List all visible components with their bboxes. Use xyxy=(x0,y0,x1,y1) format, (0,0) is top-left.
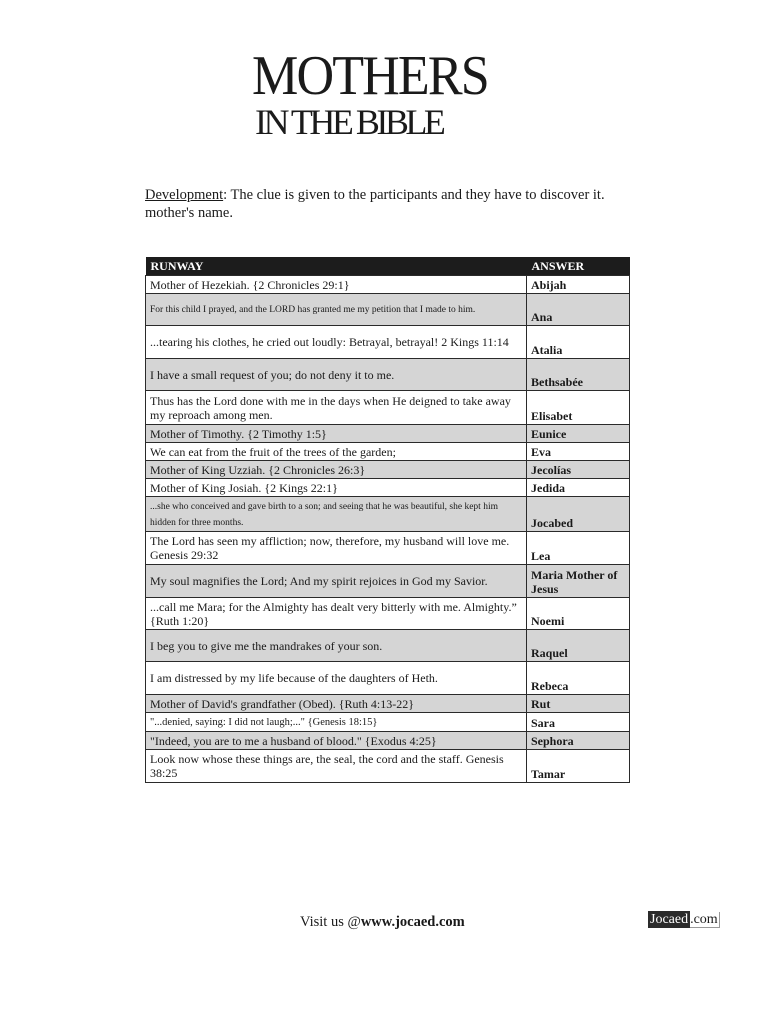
answer-cell: Jocabed xyxy=(527,497,630,532)
clue-cell: Mother of King Uzziah. {2 Chronicles 26:3} xyxy=(146,461,527,479)
table-row xyxy=(146,391,630,425)
answer-cell: Abijah xyxy=(527,276,630,294)
table-row xyxy=(146,461,630,479)
table-row xyxy=(146,294,630,326)
clue-cell: The Lord has seen my affliction; now, therefore, my husband will love me. Genesis 29:32 xyxy=(146,532,527,565)
footer-visit xyxy=(300,914,465,931)
table-row xyxy=(146,695,630,713)
table-row xyxy=(146,326,630,359)
answer-cell: Jedida xyxy=(527,479,630,497)
table-row xyxy=(146,598,630,630)
table-row xyxy=(146,359,630,391)
answer-cell: Eunice xyxy=(527,425,630,443)
table-row xyxy=(146,732,630,750)
answer-cell: Maria Mother of Jesus xyxy=(527,565,630,598)
clue-cell xyxy=(146,713,527,732)
table-row xyxy=(146,497,630,532)
table-row xyxy=(146,662,630,695)
clue-text: "...denied, saying: I did not laugh;..." {Genesis 18:15} xyxy=(150,717,378,728)
answer-cell: Sephora xyxy=(527,732,630,750)
page-subtitle: IN THE BIBLE xyxy=(255,102,443,142)
answer-cell: Sara xyxy=(527,713,630,732)
jocaed-logo xyxy=(648,912,720,928)
table-row xyxy=(146,425,630,443)
clue-cell: Look now whose these things are, the seal, the cord and the staff. Genesis 38:25 xyxy=(146,750,527,783)
answer-cell: Elisabet xyxy=(527,391,630,425)
clue-cell xyxy=(146,497,527,532)
development-text: : The clue is given to the participants and they have to discover it. mother's name. xyxy=(145,187,605,221)
clue-cell: I am distressed by my life because of the daughters of Heth. xyxy=(146,662,527,695)
table-row xyxy=(146,532,630,565)
clues-table xyxy=(145,257,630,783)
table-row xyxy=(146,713,630,732)
answer-cell: Noemi xyxy=(527,598,630,630)
table-row xyxy=(146,750,630,783)
answer-cell: Tamar xyxy=(527,750,630,783)
page-title: MOTHERS xyxy=(252,45,488,107)
logo-suffix: .com xyxy=(690,912,718,927)
footer-site-link[interactable]: www.jocaed.com xyxy=(360,914,465,930)
clue-cell: ...call me Mara; for the Almighty has dealt very bitterly with me. Almighty.” {Ruth 1:20} xyxy=(146,598,527,630)
development-paragraph xyxy=(145,186,625,222)
clue-cell: ...tearing his clothes, he cried out loudly: Betrayal, betrayal! 2 Kings 11:14 xyxy=(146,326,527,359)
answer-cell: Rut xyxy=(527,695,630,713)
footer-prefix: Visit us @ xyxy=(300,914,361,930)
logo-box-text: Jocaed xyxy=(650,912,689,927)
answer-cell: Raquel xyxy=(527,630,630,662)
table-row xyxy=(146,565,630,598)
clue-text: ...she who conceived and gave birth to a son; and seeing that he was beautiful, she kept him hidden for three months. xyxy=(150,502,498,528)
answer-cell: Rebeca xyxy=(527,662,630,695)
development-label: Development xyxy=(145,187,224,203)
clue-cell: Mother of Hezekiah. {2 Chronicles 29:1} xyxy=(146,276,527,294)
answer-cell: Bethsabée xyxy=(527,359,630,391)
answer-cell: Atalia xyxy=(527,326,630,359)
clue-cell: "Indeed, you are to me a husband of blood." {Exodus 4:25} xyxy=(146,732,527,750)
clue-cell: Mother of King Josiah. {2 Kings 22:1} xyxy=(146,479,527,497)
table-row xyxy=(146,276,630,294)
header-answer: ANSWER xyxy=(527,257,630,276)
answer-cell: Ana xyxy=(527,294,630,326)
answer-cell: Eva xyxy=(527,443,630,461)
clue-cell: I have a small request of you; do not deny it to me. xyxy=(146,359,527,391)
table-row xyxy=(146,479,630,497)
header-runway: RUNWAY xyxy=(146,257,527,276)
clue-cell: For this child I prayed, and the LORD has granted me my petition that I made to him. xyxy=(146,294,527,326)
table-row xyxy=(146,443,630,461)
clue-cell: Mother of David's grandfather (Obed). {Ruth 4:13-22} xyxy=(146,695,527,713)
clue-cell: We can eat from the fruit of the trees of the garden; xyxy=(146,443,527,461)
table-row xyxy=(146,630,630,662)
clue-cell: My soul magnifies the Lord; And my spirit rejoices in God my Savior. xyxy=(146,565,527,598)
clue-cell: I beg you to give me the mandrakes of your son. xyxy=(146,630,527,662)
clue-cell: Mother of Timothy. {2 Timothy 1:5} xyxy=(146,425,527,443)
clue-cell: Thus has the Lord done with me in the days when He deigned to take away my reproach among men. xyxy=(146,391,527,425)
table-header-row xyxy=(146,257,630,276)
answer-cell: Lea xyxy=(527,532,630,565)
answer-cell: Jecolías xyxy=(527,461,630,479)
